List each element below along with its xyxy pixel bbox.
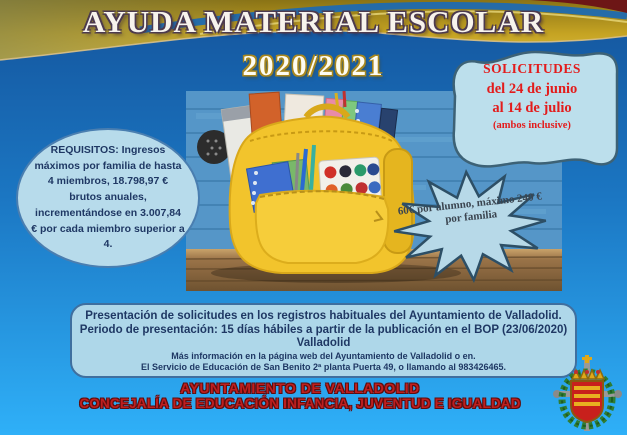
date-from: del 24 de junio: [486, 80, 578, 97]
date-to: al 14 de julio: [492, 100, 572, 116]
dates-note: (ambos inclusive): [493, 119, 571, 131]
amount-burst-text: 60€ por alumno, máximo 240 € por familia: [397, 190, 543, 226]
solicitudes-heading: SOLICITUDES: [483, 61, 581, 76]
requisitos-text: REQUISITOS: Ingresos máximos por familia de hasta 4 miembros, 18.798,97 € brutos anuales, incrementándose en 3.007,84 € por cada miembro superior a 4.: [31, 143, 185, 251]
footer-line-1: AYUNTAMIENTO DE VALLADOLID: [180, 380, 420, 396]
info-line-4: Más información en la página web del Ayuntamiento de Valladolid o en.: [171, 350, 476, 361]
footer-line-2: CONCEJALÍA DE EDUCACIÓN INFANCIA, JUVENTUD E IGUALDAD: [79, 396, 521, 411]
info-line-1: Presentación de solicitudes en los registros habituales del Ayuntamiento de Valladolid.: [85, 310, 562, 322]
school-year: 2020/2021: [242, 50, 385, 82]
valladolid-coat-of-arms-icon: [550, 353, 625, 435]
info-line-3: Valladolid: [296, 337, 351, 350]
requisitos-ellipse: [16, 128, 200, 268]
info-line-5: El Servicio de Educación de San Benito 2ª planta Puerta 49, o llamando al 983426465.: [141, 361, 506, 372]
info-box: [70, 303, 577, 378]
footer-organization: [0, 380, 600, 411]
info-line-2: Periodo de presentación: 15 días hábiles a partir de la publicación en el BOP (23/06/2020): [79, 323, 568, 336]
page-title: AYUDA MATERIAL ESCOLAR: [82, 4, 545, 39]
